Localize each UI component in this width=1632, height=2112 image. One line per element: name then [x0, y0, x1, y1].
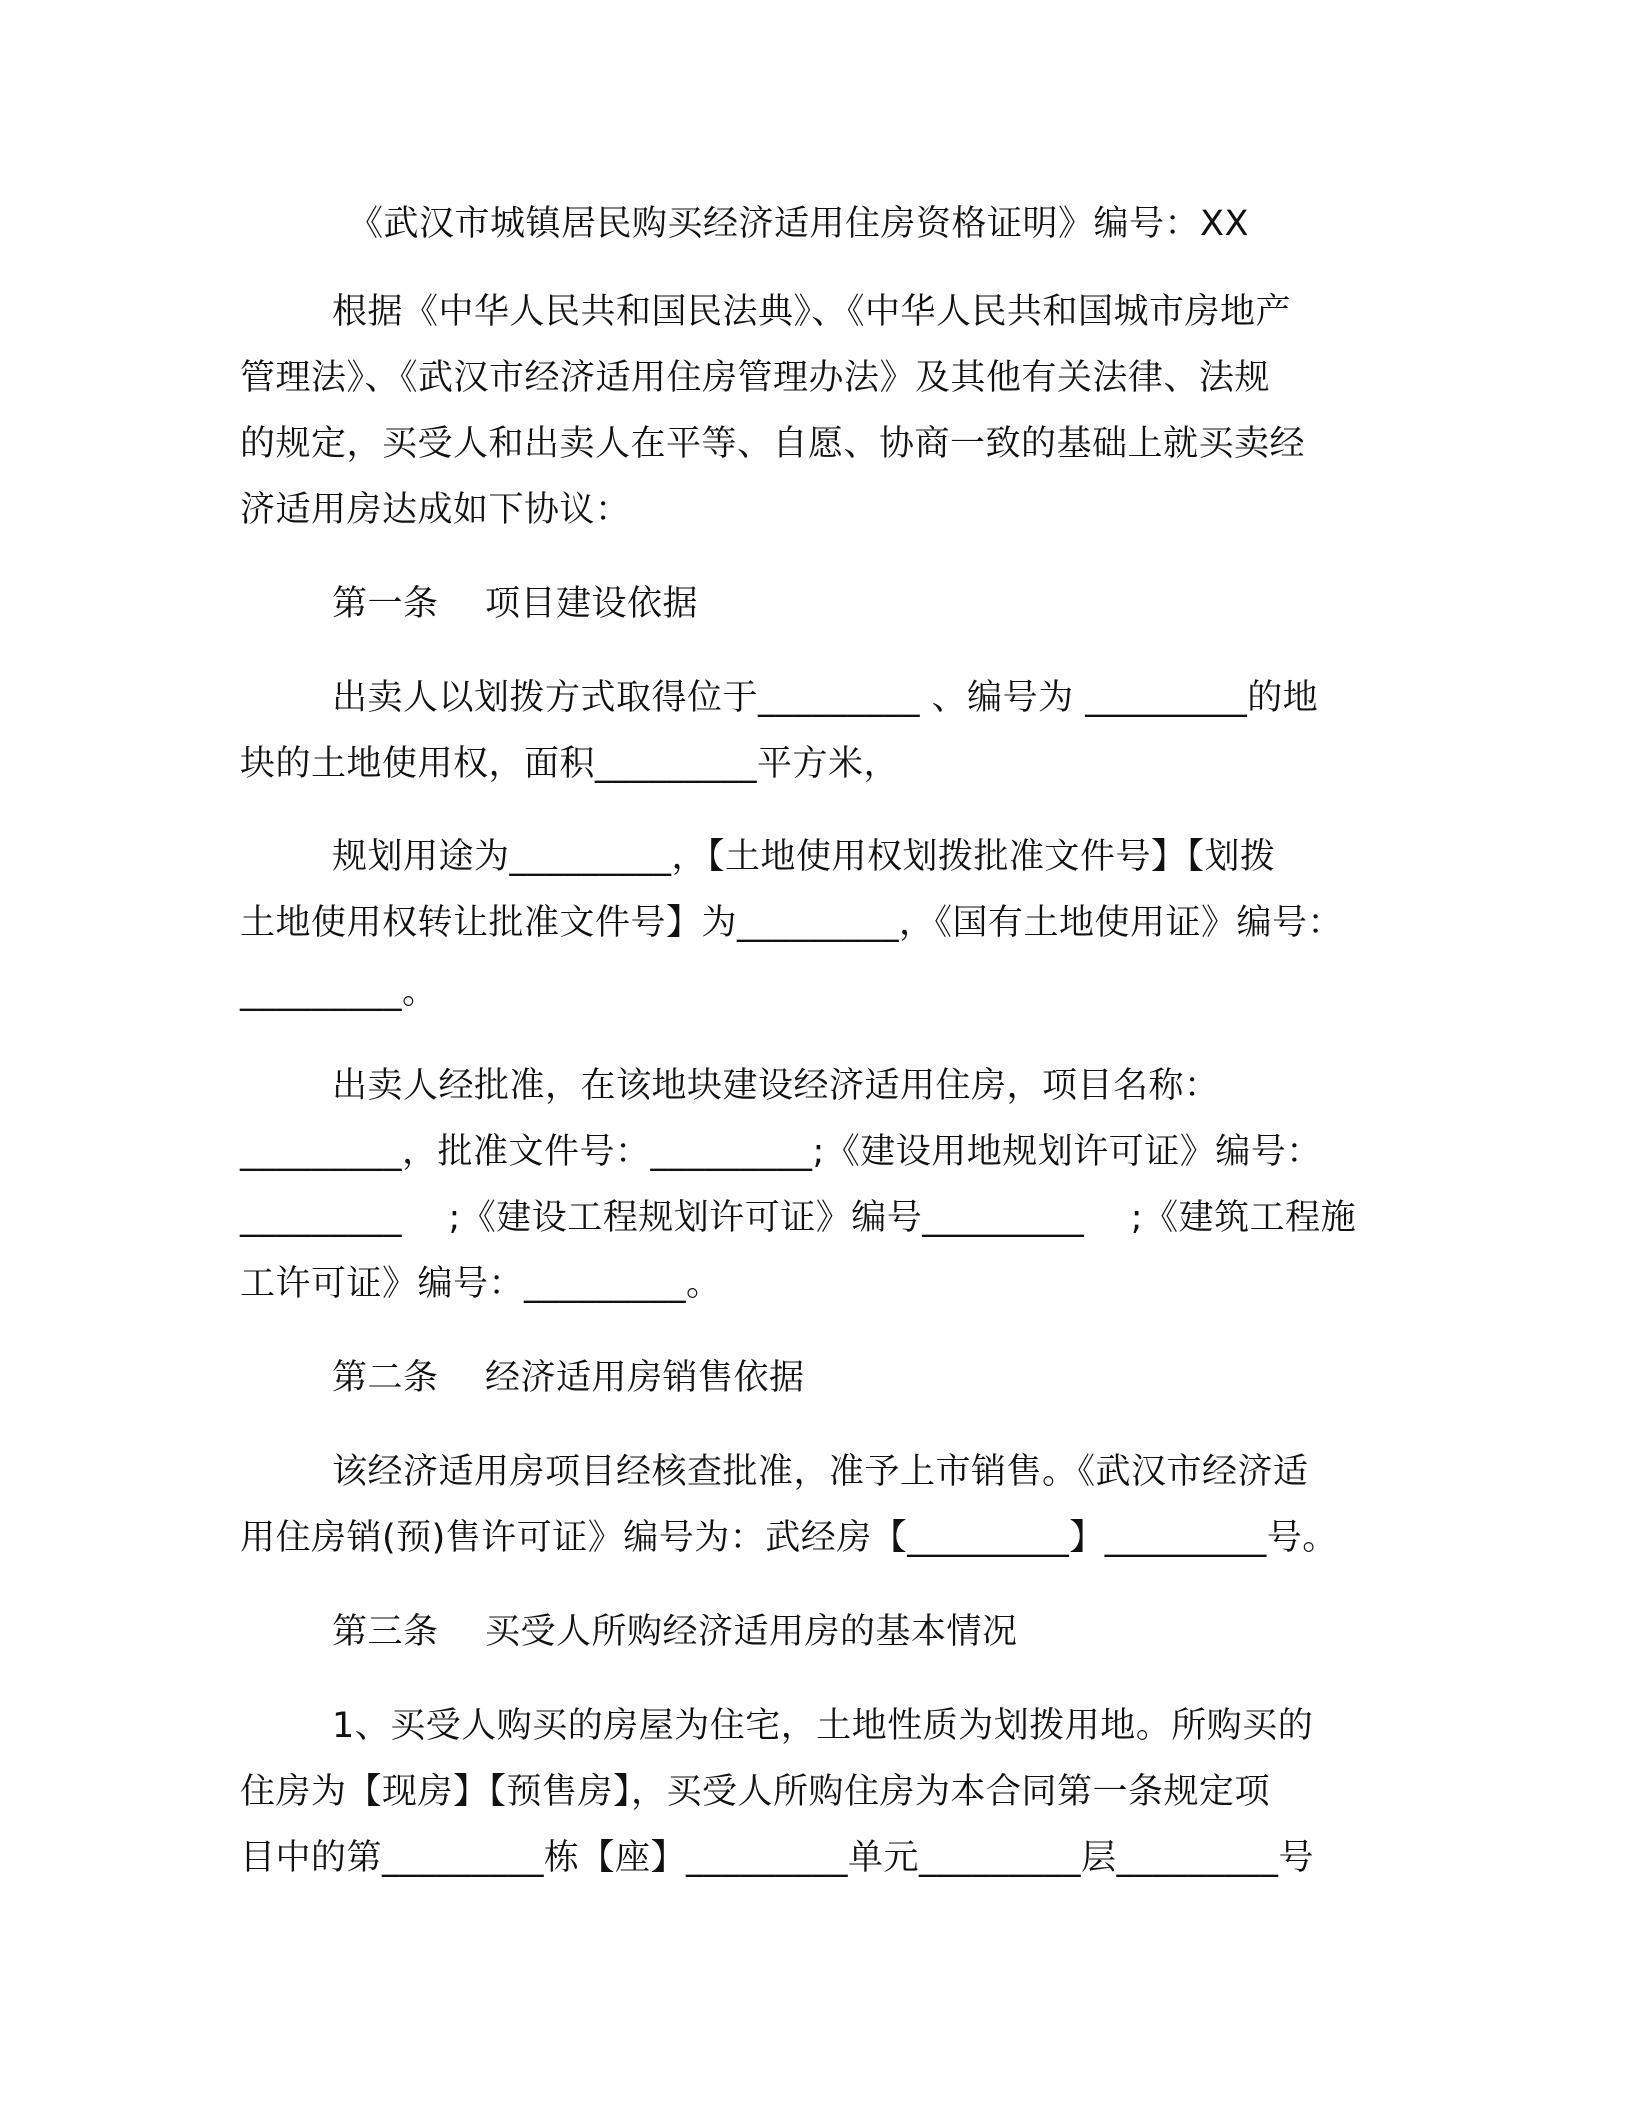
article-1-heading: 第一条 项目建设依据 — [332, 584, 699, 624]
paragraph-line-5: 出卖人以划拨方式取得位于_________ 、编号为 _________的地 — [332, 678, 1319, 718]
paragraph-line-15: 用住房销(预)售许可证》编号为：武经房【_________】_________号。 — [240, 1518, 1338, 1558]
paragraph-line-13: 工许可证》编号：_________。 — [240, 1264, 722, 1304]
paragraph-line-17: 住房为【现房】【预售房】，买受人所购住房为本合同第一条规定项 — [240, 1772, 1271, 1812]
paragraph-line-4: 济适用房达成如下协议： — [240, 490, 631, 530]
document-title: 《武汉市城镇居民购买经济适用住房资格证明》编号：XX — [348, 204, 1249, 244]
article-3-heading: 第三条 买受人所购经济适用房的基本情况 — [332, 1612, 1018, 1652]
paragraph-line-9: _________。 — [240, 972, 438, 1012]
paragraph-line-16: 1、买受人购买的房屋为住宅，土地性质为划拨用地。所购买的 — [332, 1706, 1314, 1746]
paragraph-line-7: 规划用途为_________，【土地使用权划拨批准文件号】【划拨 — [332, 837, 1276, 877]
paragraph-line-3: 的规定，买受人和出卖人在平等、自愿、协商一致的基础上就买卖经 — [240, 424, 1306, 464]
paragraph-line-11: _________，批准文件号：_________;《建设用地规划许可证》编号： — [240, 1132, 1322, 1172]
paragraph-line-18: 目中的第_________栋【座】_________单元_________层_________号 — [240, 1838, 1315, 1878]
paragraph-line-6: 块的土地使用权，面积_________平方米， — [240, 744, 900, 784]
paragraph-line-14: 该经济适用房项目经核查批准，准予上市销售。《武汉市经济适 — [332, 1452, 1309, 1492]
paragraph-line-12: _________ ;《建设工程规划许可证》编号_________ ;《建筑工程施 — [240, 1198, 1357, 1238]
paragraph-line-10: 出卖人经批准，在该地块建设经济适用住房，项目名称： — [332, 1066, 1220, 1106]
paragraph-line-1: 根据《中华人民共和国民法典》、《中华人民共和国城市房地产 — [332, 292, 1292, 332]
paragraph-line-8: 土地使用权转让批准文件号】为_________，《国有土地使用证》编号： — [240, 903, 1344, 943]
paragraph-line-2: 管理法》、《武汉市经济适用住房管理办法》及其他有关法律、法规 — [240, 358, 1271, 398]
article-2-heading: 第二条 经济适用房销售依据 — [332, 1358, 805, 1398]
